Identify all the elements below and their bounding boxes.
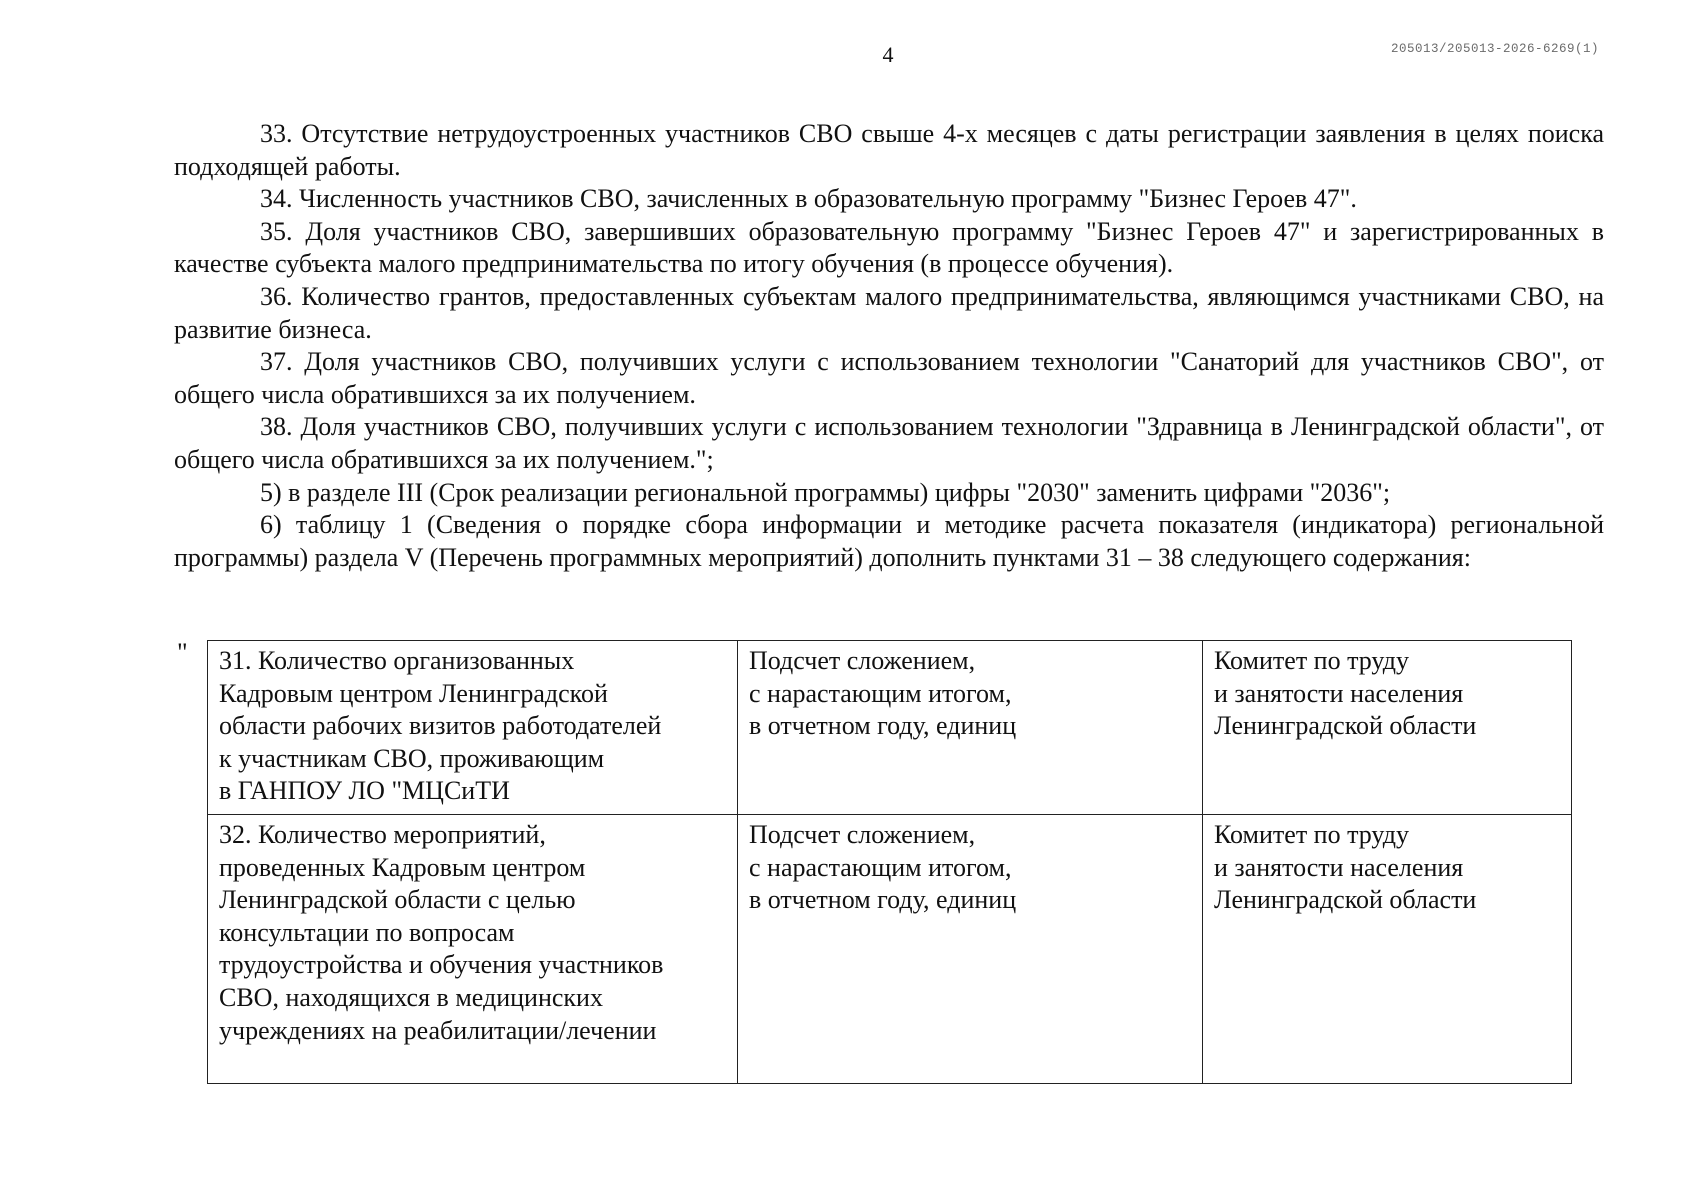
responsible-cell: Комитет по труду и занятости населения Ленинградской области — [1203, 641, 1572, 815]
indicator-cell: 32. Количество мероприятий, проведенных Кадровым центром Ленинградской области с целью консультации по вопросам трудоустройства и обучения участников СВО, находящихся в медицинских учреждениях на реабилитации/лечении — [208, 814, 738, 1083]
page-number: 4 — [882, 42, 894, 67]
paragraph-item-33: 33. Отсутствие нетрудоустроенных участников СВО свыше 4-х месяцев с даты регистрации заявления в целях поиска подходящей работы. — [174, 119, 1604, 181]
paragraph-item-35: 35. Доля участников СВО, завершивших образовательную программу "Бизнес Героев 47" и зарегистрированных в качестве субъекта малого предпринимательства по итогу обучения (в процессе обучения). — [174, 216, 1604, 279]
table-open-quote: " — [177, 638, 188, 667]
paragraph-item-38: 38. Доля участников СВО, получивших услуги с использованием технологии "Здравница в Ленинградской области", от общего числа обратившихся за их получением."; — [174, 412, 1604, 474]
table-row — [208, 814, 1572, 1083]
document-body — [174, 118, 1604, 574]
paragraph-amendment-6: 6) таблицу 1 (Сведения о порядке сбора информации и методике расчета показателя (индикатора) региональной программы) раздела V (Перечень программных мероприятий) дополнить пунктами 31 – 38 следующего содержания: — [174, 510, 1604, 572]
responsible-cell: Комитет по труду и занятости населения Ленинградской области — [1203, 814, 1572, 1083]
paragraph-item-34: 34. Численность участников СВО, зачисленных в образовательную программу "Бизнес Героев 47". — [260, 184, 1357, 214]
paragraph-amendment-5: 5) в разделе III (Срок реализации региональной программы) цифры "2030" заменить цифрами "2036"; — [260, 477, 1391, 507]
table-row — [208, 641, 1572, 815]
indicator-cell: 31. Количество организованных Кадровым центром Ленинградской области рабочих визитов работодателей к участникам СВО, проживающим в ГАНПОУ ЛО "МЦСиТИ — [208, 641, 738, 815]
document-id: 205013/205013-2026-6269(1) — [1390, 42, 1599, 56]
method-cell: Подсчет сложением, с нарастающим итогом, в отчетном году, единиц — [738, 641, 1203, 815]
paragraph-item-37: 37. Доля участников СВО, получивших услуги с использованием технологии "Санаторий для участников СВО", от общего числа обратившихся за их получением. — [174, 347, 1604, 409]
method-cell: Подсчет сложением, с нарастающим итогом, в отчетном году, единиц — [738, 814, 1203, 1083]
paragraph-item-36: 36. Количество грантов, предоставленных субъектам малого предпринимательства, являющимся участниками СВО, на развитие бизнеса. — [174, 281, 1604, 344]
indicators-table — [207, 640, 1572, 1084]
